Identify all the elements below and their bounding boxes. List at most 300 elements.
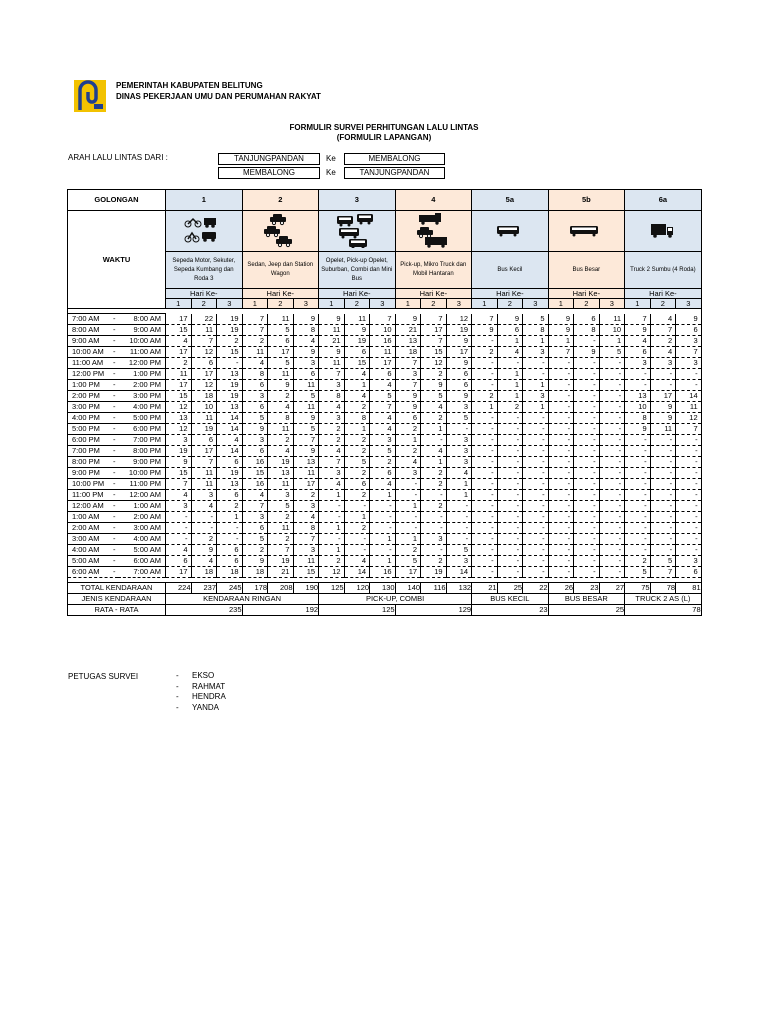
- vehicle-icon-cell: [625, 211, 702, 252]
- count-cell: 4: [319, 402, 345, 413]
- count-cell: 2: [344, 435, 370, 446]
- count-cell: 19: [344, 336, 370, 347]
- count-cell: 6: [344, 347, 370, 358]
- petugas-item: [176, 671, 226, 682]
- count-cell: 17: [166, 314, 192, 325]
- count-cell: 1: [446, 479, 472, 490]
- golongan-3: 3: [319, 190, 396, 211]
- count-cell: 6: [625, 347, 651, 358]
- count-cell: 5: [650, 556, 676, 567]
- time-to: 4:00 AM: [118, 534, 166, 545]
- count-cell: 11: [191, 468, 217, 479]
- time-from: 6:00 AM -: [68, 567, 118, 578]
- count-cell: 18: [191, 567, 217, 578]
- count-cell: 11: [191, 325, 217, 336]
- total-label: TOTAL KENDARAAN: [68, 583, 166, 594]
- count-cell: 1: [446, 490, 472, 501]
- table-row: [68, 336, 702, 347]
- count-cell: -: [191, 523, 217, 534]
- count-cell: 1: [497, 380, 523, 391]
- count-cell: 5: [370, 446, 396, 457]
- count-cell: 6: [293, 369, 319, 380]
- count-cell: 3: [242, 512, 268, 523]
- time-to: 10:00 PM: [118, 468, 166, 479]
- count-cell: -: [548, 512, 574, 523]
- time-to: 3:00 PM: [118, 391, 166, 402]
- total-row: [68, 583, 702, 594]
- count-cell: -: [574, 435, 600, 446]
- table-row: [68, 325, 702, 336]
- count-cell: -: [574, 413, 600, 424]
- golongan-row: [68, 190, 702, 211]
- count-cell: -: [599, 556, 625, 567]
- count-cell: -: [217, 534, 243, 545]
- time-from: 2:00 AM -: [68, 523, 118, 534]
- count-cell: -: [625, 501, 651, 512]
- table-row: [68, 567, 702, 578]
- count-cell: 7: [421, 314, 447, 325]
- count-cell: -: [548, 534, 574, 545]
- count-cell: -: [650, 446, 676, 457]
- count-cell: 13: [395, 336, 421, 347]
- time-from: 7:00 AM -: [68, 314, 118, 325]
- count-cell: -: [676, 501, 702, 512]
- count-cell: -: [574, 545, 600, 556]
- count-cell: 13: [293, 457, 319, 468]
- count-cell: 1: [344, 424, 370, 435]
- count-cell: 21: [395, 325, 421, 336]
- count-cell: -: [599, 424, 625, 435]
- count-cell: 7: [370, 314, 396, 325]
- count-cell: 9: [344, 325, 370, 336]
- count-cell: 3: [676, 358, 702, 369]
- direction-to-2: TANJUNGPANDAN: [344, 167, 445, 179]
- count-cell: -: [599, 512, 625, 523]
- count-cell: -: [599, 479, 625, 490]
- count-cell: 7: [293, 534, 319, 545]
- count-cell: -: [574, 358, 600, 369]
- count-cell: -: [625, 534, 651, 545]
- direction-to-1: MEMBALONG: [344, 153, 445, 165]
- count-cell: -: [599, 435, 625, 446]
- count-cell: 3: [370, 435, 396, 446]
- count-cell: 8: [319, 391, 345, 402]
- count-cell: -: [523, 490, 549, 501]
- jenis-row: [68, 594, 702, 605]
- count-cell: -: [523, 567, 549, 578]
- count-cell: 1: [319, 523, 345, 534]
- count-cell: 9: [421, 380, 447, 391]
- day-number: 2: [268, 299, 294, 309]
- count-cell: 7: [650, 325, 676, 336]
- count-cell: -: [523, 501, 549, 512]
- count-cell: -: [497, 490, 523, 501]
- time-from: 4:00 AM -: [68, 545, 118, 556]
- count-cell: -: [472, 468, 498, 479]
- count-cell: 11: [370, 347, 396, 358]
- count-cell: 8: [268, 413, 294, 424]
- count-cell: -: [497, 479, 523, 490]
- count-cell: -: [625, 479, 651, 490]
- count-cell: 3: [319, 380, 345, 391]
- total-cell: 125: [319, 583, 345, 594]
- count-cell: 5: [625, 567, 651, 578]
- vehicle-icon-cell: [548, 211, 625, 252]
- organization-name: [116, 80, 321, 102]
- petugas-dash: -: [176, 681, 179, 691]
- count-cell: 11: [191, 479, 217, 490]
- pickup-icon: [411, 241, 455, 250]
- count-cell: -: [676, 468, 702, 479]
- count-cell: 2: [421, 501, 447, 512]
- count-cell: 13: [268, 468, 294, 479]
- count-cell: -: [625, 446, 651, 457]
- petugas-item: [176, 682, 226, 693]
- form-title-line-1: FORMULIR SURVEI PERHITUNGAN LALU LINTAS: [289, 123, 479, 132]
- rata-cell: 125: [319, 605, 396, 616]
- count-cell: -: [319, 501, 345, 512]
- count-cell: -: [676, 380, 702, 391]
- count-cell: 16: [370, 567, 396, 578]
- count-cell: 6: [446, 380, 472, 391]
- count-cell: -: [625, 435, 651, 446]
- count-cell: -: [191, 512, 217, 523]
- count-cell: 9: [191, 545, 217, 556]
- count-cell: -: [574, 512, 600, 523]
- petugas-name: RAHMAT: [192, 681, 226, 691]
- count-cell: 1: [523, 402, 549, 413]
- count-cell: 3: [446, 446, 472, 457]
- table-row: [68, 446, 702, 457]
- count-cell: -: [548, 358, 574, 369]
- count-cell: -: [497, 545, 523, 556]
- time-to: 9:00 PM: [118, 457, 166, 468]
- vehicle-icon-cell: [166, 211, 243, 252]
- count-cell: 4: [370, 424, 396, 435]
- count-cell: 4: [421, 402, 447, 413]
- total-cell: 27: [599, 583, 625, 594]
- count-cell: 14: [217, 446, 243, 457]
- count-cell: 15: [166, 325, 192, 336]
- table-row: [68, 347, 702, 358]
- count-cell: 4: [166, 336, 192, 347]
- count-cell: 9: [676, 314, 702, 325]
- count-cell: -: [676, 446, 702, 457]
- count-cell: -: [625, 512, 651, 523]
- count-cell: 2: [395, 545, 421, 556]
- count-cell: -: [472, 523, 498, 534]
- count-cell: 2: [191, 534, 217, 545]
- time-to: 2:00 PM: [118, 380, 166, 391]
- count-cell: 2: [268, 435, 294, 446]
- count-cell: 3: [242, 435, 268, 446]
- total-cell: 224: [166, 583, 192, 594]
- count-cell: 19: [268, 457, 294, 468]
- count-cell: 2: [472, 391, 498, 402]
- day-number: 1: [395, 299, 421, 309]
- time-from: 8:00 PM -: [68, 457, 118, 468]
- count-cell: 1: [548, 336, 574, 347]
- count-cell: 1: [344, 512, 370, 523]
- count-cell: 1: [523, 336, 549, 347]
- count-cell: 2: [217, 336, 243, 347]
- count-cell: 12: [446, 314, 472, 325]
- vehicle-icon-cell: [242, 211, 319, 252]
- count-cell: -: [574, 457, 600, 468]
- count-cell: -: [599, 523, 625, 534]
- count-cell: 3: [676, 336, 702, 347]
- count-cell: 10: [370, 325, 396, 336]
- day-number: 1: [242, 299, 268, 309]
- count-cell: 7: [191, 457, 217, 468]
- time-to: 12:00 PM: [118, 358, 166, 369]
- count-cell: 3: [523, 391, 549, 402]
- count-cell: -: [395, 479, 421, 490]
- count-cell: 8: [293, 325, 319, 336]
- count-cell: -: [599, 567, 625, 578]
- rata-cell: 23: [472, 605, 549, 616]
- count-cell: 7: [421, 336, 447, 347]
- count-cell: 9: [625, 325, 651, 336]
- time-from: 2:00 PM -: [68, 391, 118, 402]
- count-cell: -: [676, 490, 702, 501]
- count-cell: 6: [676, 325, 702, 336]
- count-cell: 6: [242, 523, 268, 534]
- count-cell: -: [472, 369, 498, 380]
- count-cell: 1: [395, 501, 421, 512]
- count-cell: -: [523, 413, 549, 424]
- count-cell: -: [166, 512, 192, 523]
- count-cell: 7: [242, 325, 268, 336]
- table-row: [68, 435, 702, 446]
- table-row: [68, 457, 702, 468]
- count-cell: 6: [242, 402, 268, 413]
- big-bus-icon: [564, 241, 608, 250]
- time-from: 7:00 PM -: [68, 446, 118, 457]
- count-cell: -: [676, 435, 702, 446]
- count-cell: 1: [497, 391, 523, 402]
- vehicle-icon-cell: [472, 211, 549, 252]
- count-cell: -: [370, 545, 396, 556]
- count-cell: -: [599, 369, 625, 380]
- count-cell: 5: [446, 545, 472, 556]
- golongan-4: 4: [395, 190, 472, 211]
- count-cell: 13: [217, 369, 243, 380]
- count-cell: 17: [395, 567, 421, 578]
- count-cell: 2: [344, 402, 370, 413]
- count-cell: -: [676, 534, 702, 545]
- count-cell: -: [650, 479, 676, 490]
- count-cell: 17: [166, 567, 192, 578]
- count-cell: 2: [344, 446, 370, 457]
- count-cell: 4: [293, 336, 319, 347]
- count-cell: -: [523, 358, 549, 369]
- count-cell: 9: [497, 314, 523, 325]
- time-from: 4:00 PM -: [68, 413, 118, 424]
- time-to: 5:00 PM: [118, 413, 166, 424]
- count-cell: 2: [166, 358, 192, 369]
- time-from: 11:00 AM -: [68, 358, 118, 369]
- count-cell: 21: [268, 567, 294, 578]
- count-cell: 4: [268, 446, 294, 457]
- count-cell: 22: [191, 314, 217, 325]
- table-row: [68, 545, 702, 556]
- total-cell: 120: [344, 583, 370, 594]
- count-cell: 7: [242, 314, 268, 325]
- count-cell: 5: [599, 347, 625, 358]
- count-cell: 1: [421, 457, 447, 468]
- count-cell: -: [599, 402, 625, 413]
- jenis-cell: BUS KECIL: [472, 594, 549, 605]
- count-cell: 1: [217, 512, 243, 523]
- count-cell: -: [472, 413, 498, 424]
- golongan-label: GOLONGAN: [68, 190, 166, 211]
- count-cell: 11: [293, 380, 319, 391]
- hari-ke-label: Hari Ke-: [319, 289, 396, 299]
- count-cell: 19: [217, 380, 243, 391]
- count-cell: 7: [676, 424, 702, 435]
- count-cell: 4: [370, 380, 396, 391]
- count-cell: 1: [599, 336, 625, 347]
- count-cell: 16: [242, 457, 268, 468]
- count-cell: 9: [395, 314, 421, 325]
- count-cell: -: [548, 413, 574, 424]
- count-cell: -: [497, 512, 523, 523]
- count-cell: 9: [268, 380, 294, 391]
- total-cell: 22: [523, 583, 549, 594]
- count-cell: -: [574, 380, 600, 391]
- count-cell: 2: [395, 446, 421, 457]
- count-cell: -: [548, 479, 574, 490]
- total-cell: 190: [293, 583, 319, 594]
- count-cell: -: [548, 424, 574, 435]
- day-number: 3: [293, 299, 319, 309]
- count-cell: -: [625, 369, 651, 380]
- waktu-label: WAKTU: [68, 211, 166, 309]
- count-cell: -: [395, 512, 421, 523]
- count-cell: 4: [370, 413, 396, 424]
- count-cell: -: [574, 468, 600, 479]
- count-cell: 19: [217, 391, 243, 402]
- count-cell: 3: [395, 468, 421, 479]
- count-cell: -: [166, 523, 192, 534]
- count-cell: 17: [166, 380, 192, 391]
- count-cell: -: [676, 523, 702, 534]
- table-row: [68, 556, 702, 567]
- count-cell: 2: [370, 457, 396, 468]
- count-cell: -: [472, 512, 498, 523]
- count-cell: -: [625, 457, 651, 468]
- count-cell: 19: [217, 468, 243, 479]
- hari-ke-label: Hari Ke-: [166, 289, 243, 299]
- golongan-6a: 6a: [625, 190, 702, 211]
- count-cell: 6: [191, 358, 217, 369]
- count-cell: 12: [166, 402, 192, 413]
- count-cell: -: [446, 512, 472, 523]
- count-cell: 9: [395, 402, 421, 413]
- time-from: 10:00 AM -: [68, 347, 118, 358]
- day-number: 3: [676, 299, 702, 309]
- count-cell: -: [574, 556, 600, 567]
- count-cell: -: [523, 512, 549, 523]
- count-cell: -: [574, 479, 600, 490]
- count-cell: 17: [293, 479, 319, 490]
- count-cell: 3: [446, 457, 472, 468]
- count-cell: 3: [395, 369, 421, 380]
- count-cell: -: [523, 545, 549, 556]
- count-cell: -: [523, 534, 549, 545]
- count-cell: 12: [319, 567, 345, 578]
- count-cell: 6: [242, 446, 268, 457]
- count-cell: 7: [319, 457, 345, 468]
- day-number: 3: [370, 299, 396, 309]
- hari-ke-label: Hari Ke-: [242, 289, 319, 299]
- count-cell: 16: [370, 336, 396, 347]
- total-cell: 75: [625, 583, 651, 594]
- motorcycle-icon: [182, 241, 226, 250]
- time-from: 8:00 AM -: [68, 325, 118, 336]
- count-cell: 5: [446, 413, 472, 424]
- time-from: 10:00 PM -: [68, 479, 118, 490]
- count-cell: 1: [319, 490, 345, 501]
- count-cell: 3: [446, 435, 472, 446]
- table-row: [68, 490, 702, 501]
- day-number: 1: [472, 299, 498, 309]
- count-cell: 3: [319, 413, 345, 424]
- count-cell: -: [472, 567, 498, 578]
- time-from: 6:00 PM -: [68, 435, 118, 446]
- count-cell: -: [523, 369, 549, 380]
- count-cell: -: [650, 457, 676, 468]
- direction-from-2: MEMBALONG: [218, 167, 320, 179]
- count-cell: 19: [446, 325, 472, 336]
- count-cell: 6: [395, 413, 421, 424]
- total-cell: 178: [242, 583, 268, 594]
- count-cell: 17: [650, 391, 676, 402]
- count-cell: 6: [217, 457, 243, 468]
- car-icon: [258, 241, 302, 250]
- count-cell: -: [625, 380, 651, 391]
- time-from: 12:00 PM -: [68, 369, 118, 380]
- vehicle-desc-6a: Truck 2 Sumbu (4 Roda): [625, 252, 702, 289]
- count-cell: 2: [242, 336, 268, 347]
- count-cell: 4: [625, 336, 651, 347]
- count-cell: 2: [650, 336, 676, 347]
- table-row: [68, 479, 702, 490]
- count-cell: -: [599, 413, 625, 424]
- count-cell: 17: [191, 369, 217, 380]
- count-cell: 18: [242, 567, 268, 578]
- count-cell: 3: [293, 545, 319, 556]
- ke-label-2: Ke: [326, 168, 336, 177]
- hari-ke-label: Hari Ke-: [395, 289, 472, 299]
- count-cell: -: [548, 457, 574, 468]
- count-cell: -: [574, 424, 600, 435]
- direction-label: ARAH LALU LINTAS DARI :: [68, 153, 168, 162]
- count-cell: 9: [574, 347, 600, 358]
- count-cell: 12: [166, 424, 192, 435]
- count-cell: 2: [625, 556, 651, 567]
- count-cell: 9: [293, 314, 319, 325]
- count-cell: 1: [395, 435, 421, 446]
- count-cell: -: [370, 523, 396, 534]
- total-cell: 237: [191, 583, 217, 594]
- count-cell: -: [497, 446, 523, 457]
- count-cell: 15: [217, 347, 243, 358]
- count-cell: 4: [319, 446, 345, 457]
- time-to: 6:00 AM: [118, 556, 166, 567]
- count-cell: -: [421, 545, 447, 556]
